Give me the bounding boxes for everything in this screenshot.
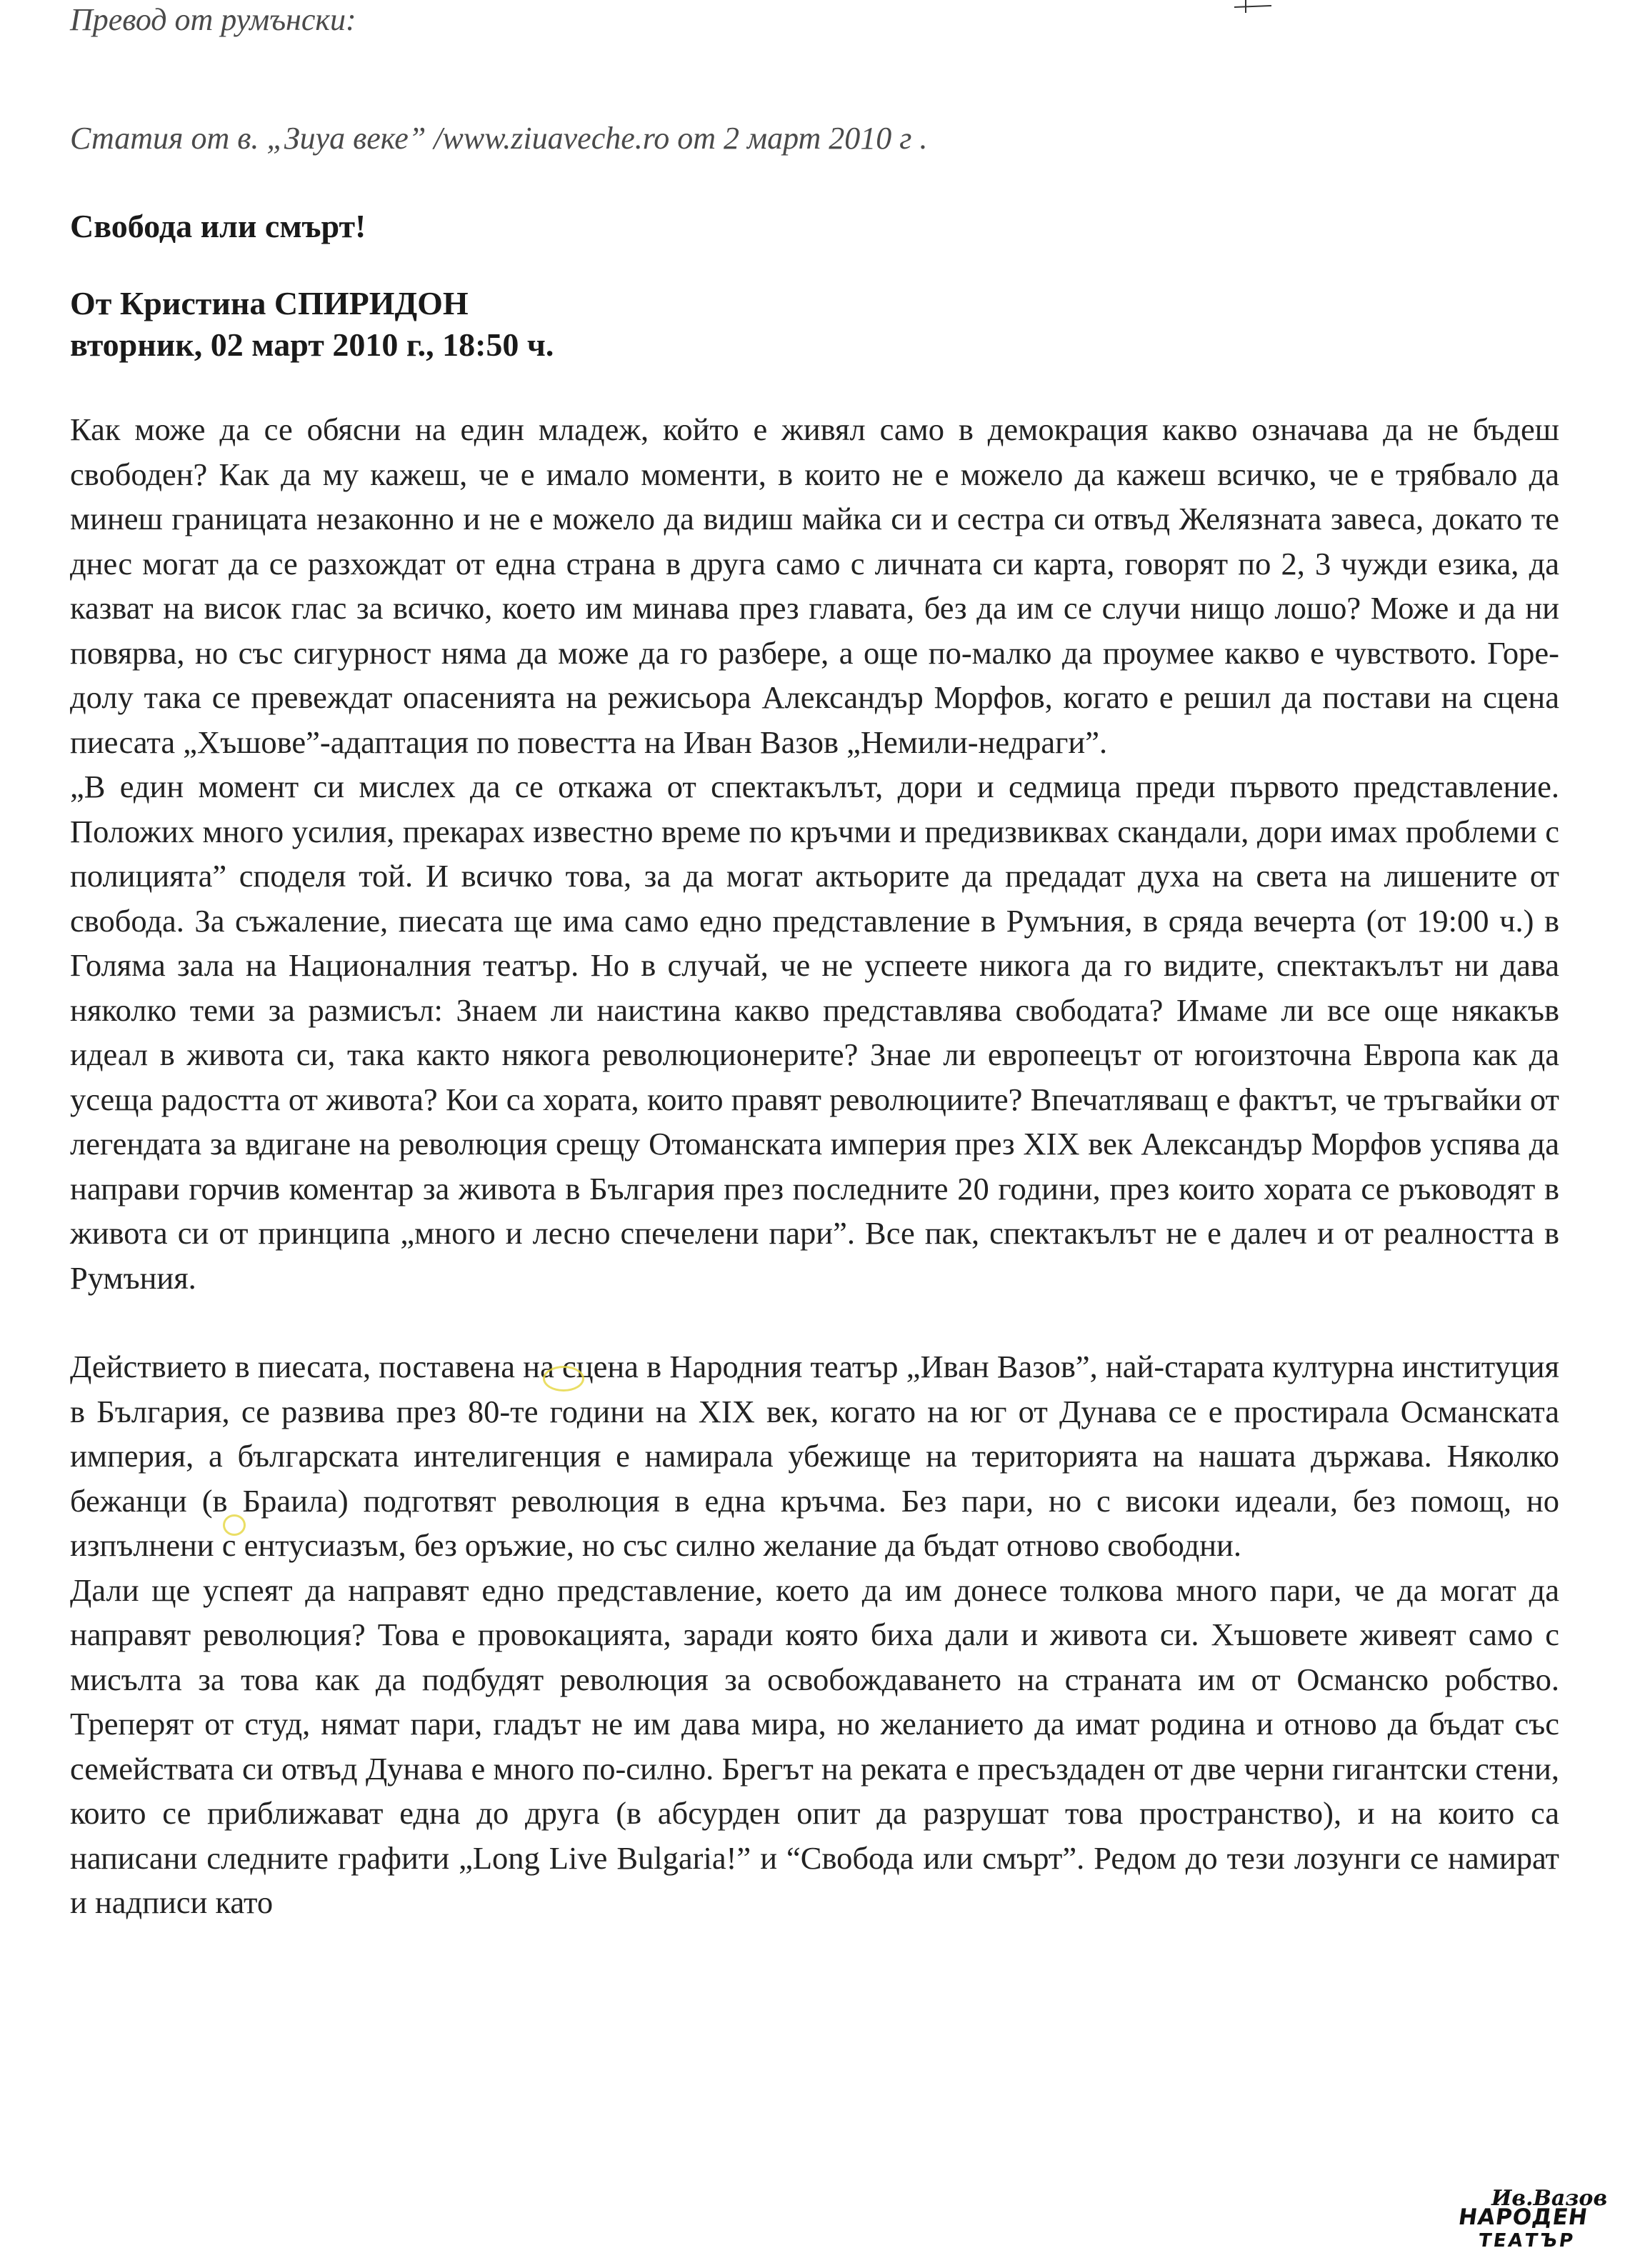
paragraph-2: „В един момент си мислех да се откажа от спектакълът, дори и седмица преди първото представление. Положих много усилия, прекарах известно време по кръчми и предизвиквах скандали, дори имах проблеми с полицията” споделя той. И всичко това, за да могат актьорите да предадат духа на света на лишените от свобода. За съжаление, пиесата ще има само едно представление в Румъния, в сряда вечерта (от 19:00 ч.) в Голяма зала на Националния театър. Но в случай, че не успеете никога да го видите, спектакълът ни дава няколко теми за размисъл: Знаем ли наистина какво представлява свободата? Имаме ли все още някакъв идеал в живота си, така както някога революционерите? Знае ли европеецът от югоизточна Европа как да усеща радостта от живота? Кои са хората, които правят революциите? Впечатляващ е фактът, че тръгвайки от легендата за вдигане на революция срещу Отоманската империя през XIX век Александър Морфов успява да направи горчив коментар за живота в България през последните 20 години, през които хората се ръководят в живота си от принципа „много и лесно спечелени пари”. Все пак, спектакълът не е далеч и от реалността в Румъния. [70, 769, 1559, 1296]
corner-pen-mark [1230, 0, 1273, 14]
paragraph-4: Дали ще успеят да направят едно представление, което да им донесе толкова много пари, че да могат да направят революция? Това е провокацията, заради която биха дали и живота си. Хъшовете живеят само с мисълта за това как да подбудят революция за освобождаването на страната им от Османско робство. Треперят от студ, нямат пари, гладът не им дава мира, но желанието да имат родина и отново да бъдат със семействата си отвъд Дунава е много по-силно. Брегът на реката е пресъздаден от две черни гигантски стени, които се приближават една до друга (в абсурден опит да разрушат това пространство), и на които са написани следните графити „Long Live Bulgaria!” и “Свобода или смърт”. Редом до тези лозунги се намират и надписи като [70, 1572, 1559, 1920]
logo-script-signature: Ив.Вазов [1491, 2186, 1608, 2211]
highlighter-mark [223, 1514, 246, 1536]
paragraph-1: Как може да се обясни на един младеж, който е живял само в демокрация какво означава да не бъдеш свободен? Как да му кажеш, че е имало моменти, в които не е можело да кажеш всичко, че е трябвало да минеш границата незаконно и не е можело да видиш майка си и сестра си отвъд Желязната завеса, докато те днес могат да се разхождат от една страна в друга само с личната си карта, говорят по 2, 3 чужди езика, да казват на висок глас за всичко, което им минава през главата, без да им се случи нищо лошо? Може и да ни повярва, но със сигурност няма да може да го разбере, а още по-малко да проумее какво е чувството. Горе-долу така се превеждат опасенията на режисьора Александър Морфов, когато е решил да постави на сцена пиесата „Хъшове”-адаптация по повестта на Иван Вазов „Немили-недраги”. [70, 411, 1559, 760]
source-citation: Статия от в. „Зиуа веке” /www.ziuaveche.ro от 2 март 2010 г . [70, 121, 928, 156]
article-author: От Кристина СПИРИДОН [70, 285, 469, 321]
paragraph-3: Действието в пиесата, поставена на сцена в Народния театър „Иван Вазов”, най-старата културна институция в България, се развива през 80-те години на XIX век, когато на юг от Дунава се е простирала Османската империя, а българската интелигенция е намирала убежище на територията на нашата държава. Няколко бежанци (в Браила) подготвят революция в една кръчма. Без пари, но с високи идеали, без помощ, но изпълнени с ентусиазъм, без оръжие, но със силно желание да бъдат отново свободни. [70, 1349, 1559, 1563]
national-theatre-logo [1457, 2186, 1607, 2257]
highlighter-mark [543, 1366, 584, 1392]
article-body [70, 407, 1559, 1925]
article-title: Свобода или смърт! [70, 208, 366, 244]
article-byline [70, 283, 554, 366]
logo-text-line-1: НАРОДЕН [1456, 2204, 1590, 2230]
translation-note: Превод от румънски: [70, 2, 356, 37]
article-datetime: вторник, 02 март 2010 г., 18:50 ч. [70, 326, 554, 363]
logo-text-line-2: ТЕАТЪР [1476, 2230, 1576, 2252]
